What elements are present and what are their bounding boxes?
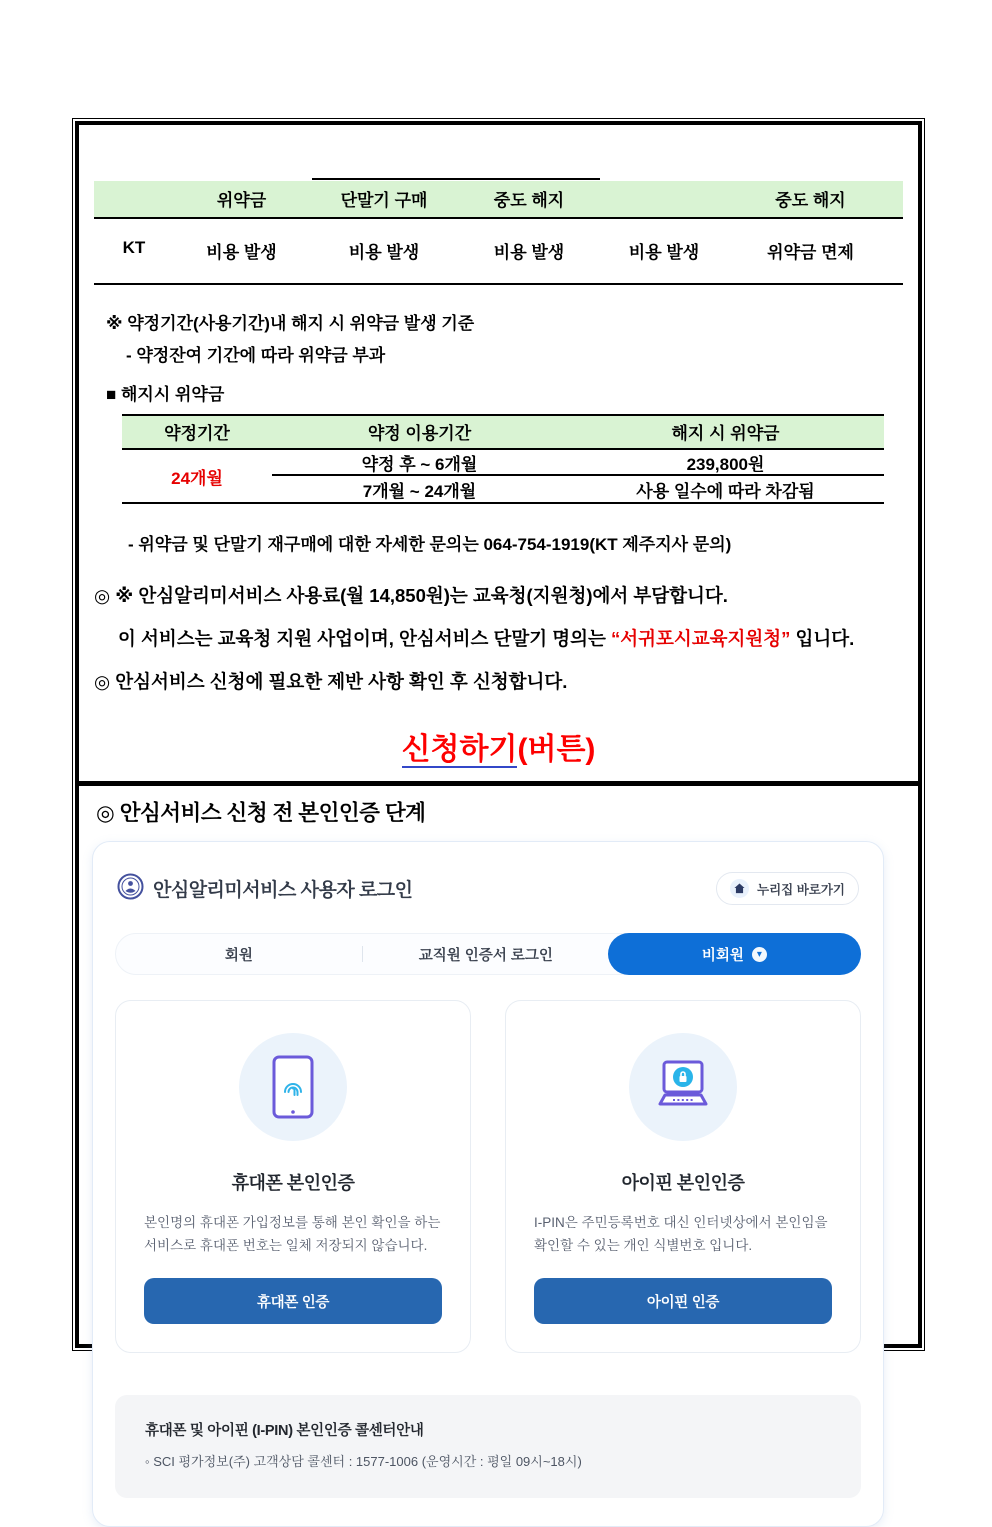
phone-auth-title: 휴대폰 본인인증 [231,1173,355,1193]
ipin-auth-description: I-PIN은 주민등록번호 대신 인터넷상에서 본인임을 확인할 수 있는 개인 식별번호 입니다. [534,1215,828,1253]
login-tab-bar [115,933,861,975]
login-title: 안심알리미서비스 사용자 로그인 [153,880,413,901]
callcenter-info-box [115,1395,861,1498]
login-brand [117,873,413,905]
ipin-icon-circle [629,1033,737,1141]
fee-header-cell [599,181,729,217]
penalty-table [122,414,884,504]
callcenter-title: 휴대폰 및 아이핀 (I-PIN) 본인인증 콜센터안내 [145,1423,424,1439]
service-fee-bullet: ◎ ※ 안심알리미서비스 사용료(월 14,850원)는 교육청(지원청)에서 부담합니다. [94,585,728,606]
penalty-basis-note: ※ 약정기간(사용기간)내 해지 시 위약금 발생 기준 [106,314,475,333]
phone-icon-circle [239,1033,347,1141]
penalty-period-cell: 24개월 [171,468,223,488]
ipin-auth-title: 아이핀 본인인증 [621,1173,745,1193]
fee-header-cell: 중도 해지 [493,191,565,210]
penalty-header-cell: 약정 이용기간 [367,424,472,443]
login-header [115,872,861,905]
penalty-table-body [122,450,884,502]
tab-guest-label: 비회원 [701,947,744,964]
fee-table [94,181,903,285]
service-owner-post: 입니다. [790,628,855,649]
apply-instruction-bullet: ◎ 안심서비스 신청에 필요한 제반 사항 확인 후 신청합니다. [94,671,568,692]
apply-row [92,724,905,768]
penalty-usage-cell: 약정 후 ~ 6개월 [272,450,567,476]
penalty-header-cell: 해지 시 위약금 [671,424,780,443]
home-shortcut-button[interactable] [716,872,859,905]
service-owner-line [118,625,905,651]
fee-cell: 위약금 면제 [767,243,854,262]
fee-cell-carrier: KT [122,238,146,257]
ipin-auth-card [505,1000,861,1353]
penalty-fee-cell: 사용 일수에 따라 차감됨 [636,481,815,501]
login-panel [92,841,884,1527]
document-content [75,121,922,1469]
apply-button-link[interactable]: 신청하기 [401,733,518,766]
fee-table-data-row [94,219,903,285]
fee-table-group-border [312,178,600,180]
section-divider [79,781,918,786]
tab-guest[interactable] [608,933,861,975]
apply-button-suffix: (버튼) [517,733,596,766]
penalty-header-cell: 약정기간 [164,424,230,443]
fee-header-cell: 단말기 구매 [340,191,428,210]
service-logo-icon [117,873,144,905]
tab-member[interactable]: 회원 [224,947,253,964]
chevron-down-circle-icon: ▾ [752,947,767,962]
fee-cell: 비용 발생 [206,243,277,262]
document-border-frame [72,118,925,1469]
fee-header-cell: 위약금 [216,191,267,210]
service-owner-name: “서귀포시교육지원청” [611,628,791,649]
phone-auth-card [115,1000,471,1353]
fee-table-header-row [94,181,903,219]
fee-header-cell: 중도 해지 [775,191,846,210]
fee-cell: 비용 발생 [348,243,420,262]
phone-auth-button[interactable]: 휴대폰 인증 [144,1278,442,1324]
home-icon [730,879,749,898]
tab-staff-cert-login[interactable]: 교직원 인증서 로그인 [418,947,553,964]
auth-cards [115,1000,861,1353]
penalty-fee-cell: 239,800원 [567,450,884,476]
callcenter-detail: ◦ SCI 평가정보(주) 고객상담 콜센터 : 1577-1006 (운영시간 : 평일 09시~18시) [145,1454,582,1469]
contact-note: - 위약금 및 단말기 재구매에 대한 자세한 문의는 064-754-1919(KT 제주지사 문의) [128,535,732,554]
service-owner-pre: 이 서비스는 교육청 지원 사업이며, 안심서비스 단말기 명의는 [118,628,612,649]
penalty-basis-subnote: - 약정잔여 기간에 따라 위약금 부과 [126,346,386,365]
home-shortcut-label: 누리집 바로가기 [757,882,845,897]
identity-section-heading: ◎ 안심서비스 신청 전 본인인증 단계 [96,801,426,825]
fee-cell: 비용 발생 [493,243,565,262]
penalty-table-header-row [122,416,884,450]
penalty-usage-cell: 7개월 ~ 24개월 [362,481,477,501]
phone-fingerprint-icon [270,1054,316,1120]
ipin-auth-button[interactable]: 아이핀 인증 [534,1278,832,1324]
penalty-table-heading: ■ 해지시 위약금 [106,385,225,404]
laptop-lock-icon [651,1058,715,1116]
fee-cell: 비용 발생 [628,243,700,262]
fee-header-cell [94,181,174,217]
phone-auth-description: 본인명의 휴대폰 가입정보를 통해 본인 확인을 하는 서비스로 휴대폰 번호는 일체 저장되지 않습니다. [144,1215,441,1253]
